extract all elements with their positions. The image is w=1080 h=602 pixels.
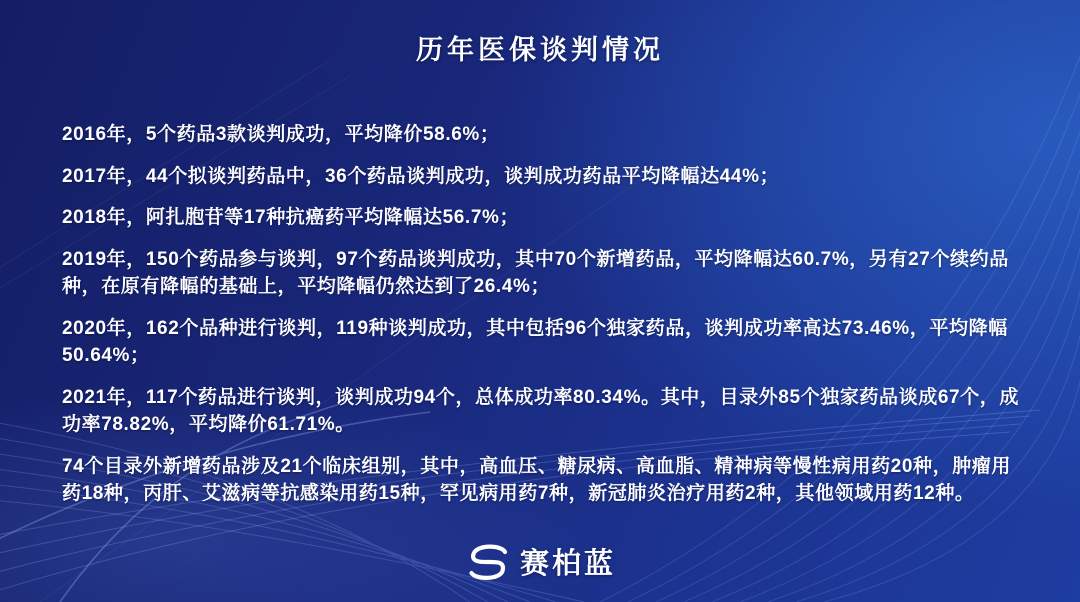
paragraph-2016: 2016年，5个药品3款谈判成功，平均降价58.6%； [62, 124, 500, 145]
saibailan-s-icon [464, 542, 510, 582]
paragraph-2021: 2021年，117个药品进行谈判，谈判成功94个，总体成功率80.34%。其中，目录外85个独家药品谈成67个，成功率78.82%，平均降价61.71%。 [62, 386, 1019, 435]
paragraph-catalog-drugs: 74个目录外新增药品涉及21个临床组别，其中，高血压、糖尿病、高血脂、精神病等慢性病用药20种，肿瘤用药18种，丙肝、艾滋病等抗感染用药15种，罕见病用药7种，新冠肺炎治疗用药2种，其他领域用药12种。 [62, 455, 1012, 504]
brand-name: 赛柏蓝 [519, 548, 616, 580]
footer-logo [0, 541, 1080, 582]
paragraph-2018: 2018年，阿扎胞苷等17种抗癌药平均降幅达56.7%； [62, 207, 520, 228]
body-content [62, 121, 1020, 522]
page-title: 历年医保谈判情况 [416, 35, 664, 65]
paragraph-2020: 2020年，162个品种进行谈判，119种谈判成功，其中包括96个独家药品，谈判成功率高达73.46%，平均降幅50.64%； [62, 317, 1008, 366]
paragraph-2017: 2017年，44个拟谈判药品中，36个药品谈判成功，谈判成功药品平均降幅达44%； [62, 165, 780, 187]
paragraph-2019: 2019年，150个药品参与谈判，97个药品谈判成功，其中70个新增药品，平均降幅达60.7%，另有27个续约品种，在原有降幅的基础上，平均降幅仍然达到了26.4%； [62, 248, 1009, 297]
